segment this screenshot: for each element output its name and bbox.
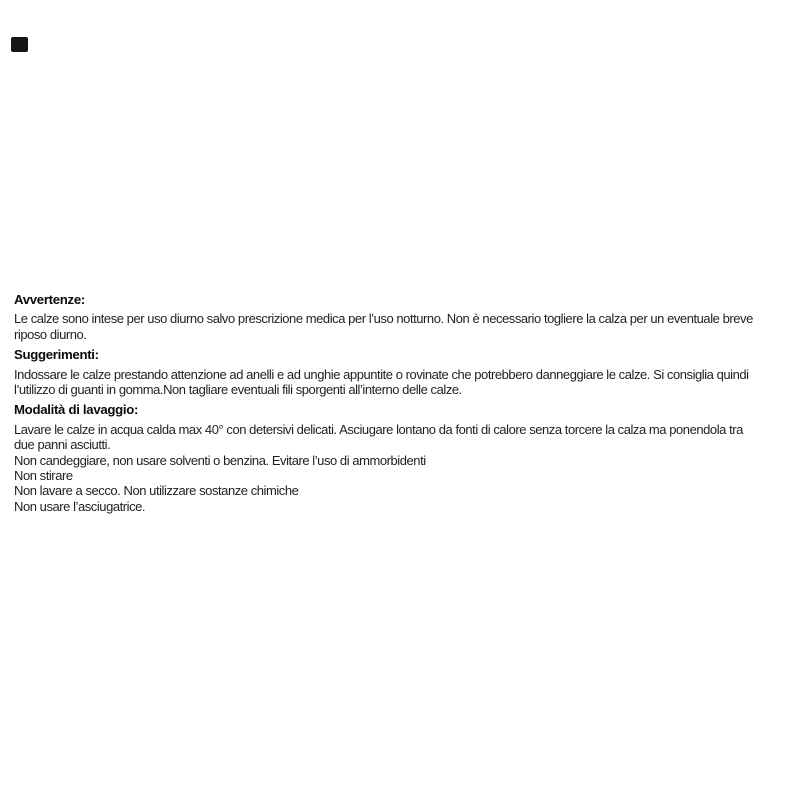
text-line: Lavare le calze in acqua calda max 40° con detersivi delicati. Asciugare lontano da fonti di calore senza torcere la calza ma ponendola tra xyxy=(14,421,743,437)
text-line: riposo diurno. xyxy=(14,326,87,342)
section-body-modalita-di-lavaggio xyxy=(14,422,786,514)
dark-square-icon xyxy=(11,37,28,52)
section-suggerimenti xyxy=(14,347,786,397)
section-heading-modalita-di-lavaggio: Modalità di lavaggio: xyxy=(14,402,139,418)
text-line: due panni asciutti. xyxy=(14,437,111,453)
text-line: Non lavare a secco. Non utilizzare sostanze chimiche xyxy=(14,483,299,499)
text-line: Non usare l’asciugatrice. xyxy=(14,498,146,514)
section-heading-suggerimenti: Suggerimenti: xyxy=(14,347,99,363)
section-modalita-di-lavaggio xyxy=(14,402,786,514)
text-line: Le calze sono intese per uso diurno salvo prescrizione medica per l’uso notturno. Non è necessario togliere la calza per un eventuale breve xyxy=(14,311,753,327)
section-avvertenze xyxy=(14,292,786,342)
text-line: Indossare le calze prestando attenzione ad anelli e ad unghie appuntite o rovinate che potrebbero danneggiare le calze. Si consiglia quindi xyxy=(14,366,749,382)
text-line: Non stirare xyxy=(14,468,73,484)
text-line: l’utilizzo di guanti in gomma.Non tagliare eventuali fili sporgenti all’interno delle calze. xyxy=(14,382,462,398)
care-instructions-text xyxy=(14,292,786,514)
text-line: Non candeggiare, non usare solventi o benzina. Evitare l’uso di ammorbidenti xyxy=(14,452,426,468)
section-heading-avvertenze: Avvertenze: xyxy=(14,292,85,307)
section-body-suggerimenti xyxy=(14,367,786,398)
section-body-avvertenze xyxy=(14,311,786,342)
